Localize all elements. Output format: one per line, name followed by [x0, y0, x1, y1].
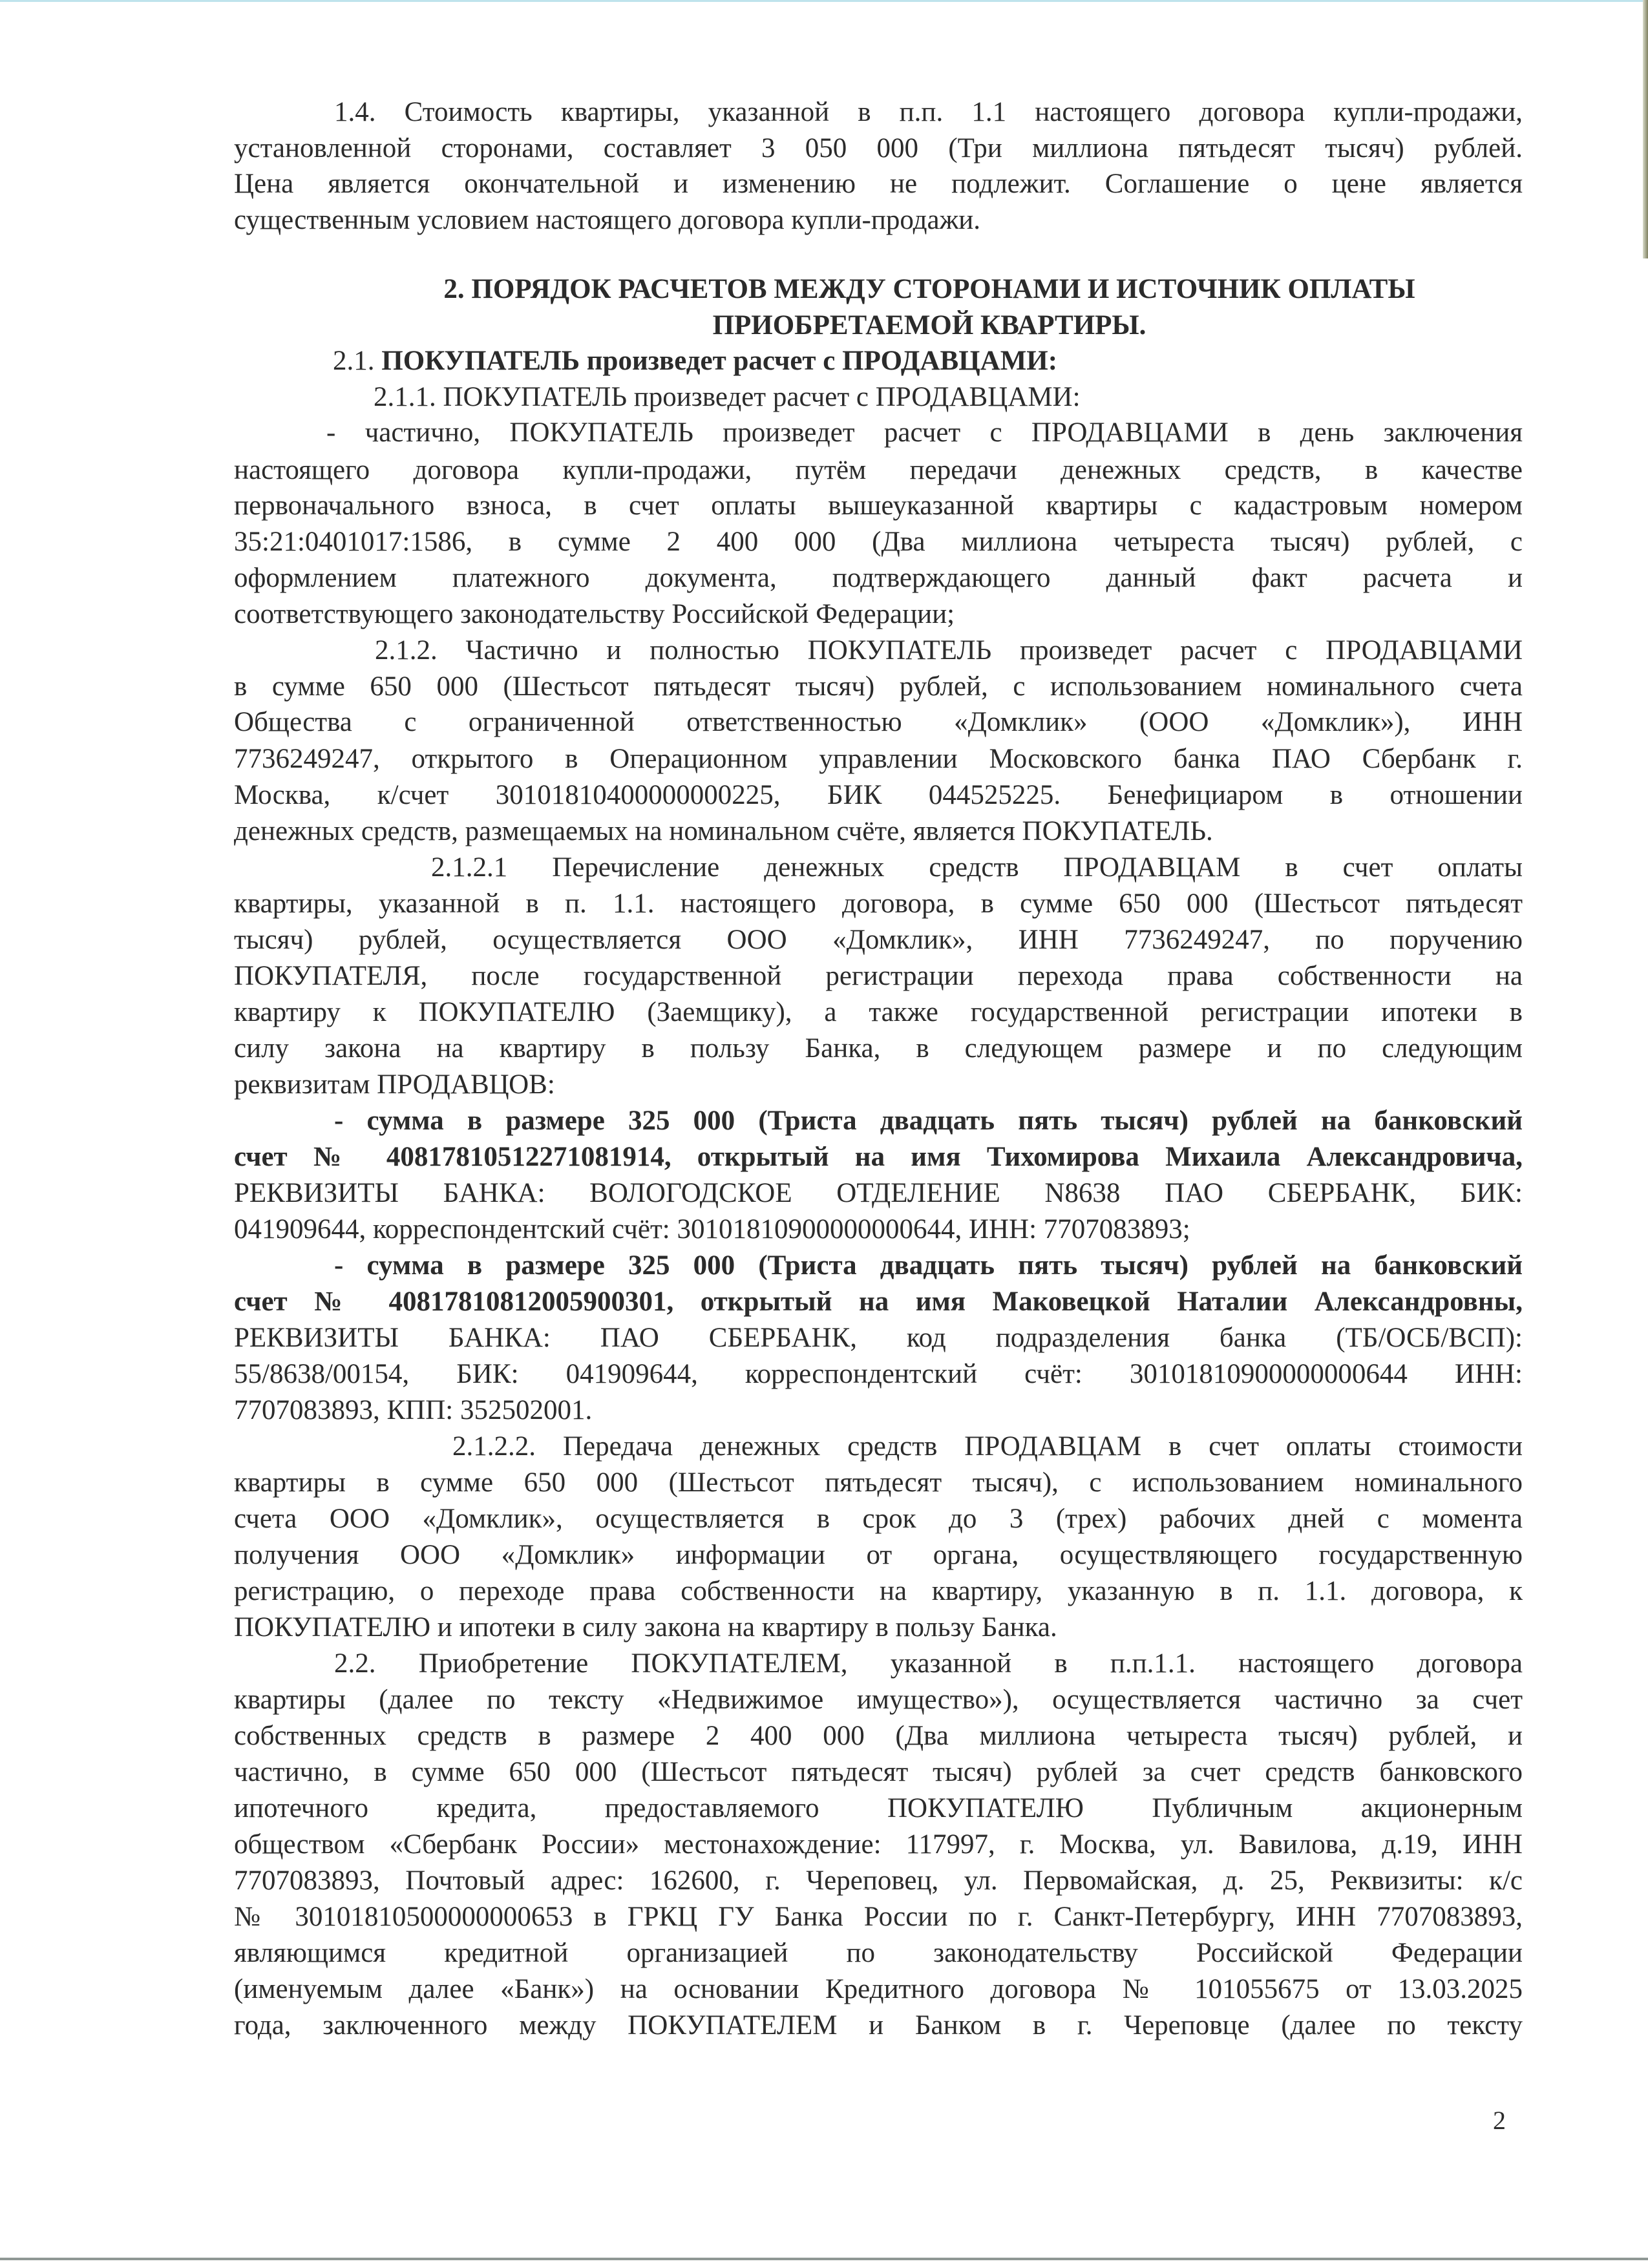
text-line: квартиры (далее по тексту «Недвижимое имущество»), осуществляется частично за счет: [234, 1685, 1523, 1715]
text-line: РЕКВИЗИТЫ БАНКА: ПАО СБЕРБАНК, код подразделения банка (ТБ/ОСБ/ВСП):: [234, 1323, 1523, 1353]
text-line: 2.1.2.1 Перечисление денежных средств ПРОДАВЦАМ в счет оплаты: [431, 852, 1523, 883]
clause-title: ПОКУПАТЕЛЬ произведет расчет с ПРОДАВЦАМИ:: [381, 346, 1058, 376]
text-line: ПОКУПАТЕЛЯ, после государственной регистрации перехода права собственности на: [234, 961, 1523, 991]
text-line: (именуемым далее «Банк») на основании Кредитного договора № 101055675 от 13.03.2025: [234, 1974, 1523, 2004]
clause-2-1: [333, 344, 1523, 378]
text-line: счета ООО «Домклик», осуществляется в срок до 3 (трех) рабочих дней с момента: [234, 1504, 1523, 1534]
text-line: 7707083893, Почтовый адрес: 162600, г. Череповец, ул. Первомайская, д. 25, Реквизиты: к/с: [234, 1865, 1523, 1896]
text-line: в сумме 650 000 (Шестьсот пятьдесят тысяч) рублей, с использованием номинального счета: [234, 671, 1523, 702]
text-line: РЕКВИЗИТЫ БАНКА: ВОЛОГОДСКОЕ ОТДЕЛЕНИЕ N8638 ПАО СБЕРБАНК, БИК:: [234, 1178, 1523, 1208]
text-line: регистрацию, о переходе права собственности на квартиру, указанную в п. 1.1. договора, к: [234, 1576, 1523, 1606]
text-line: 2.1.1. ПОКУПАТЕЛЬ произведет расчет с ПРОДАВЦАМИ:: [374, 382, 1081, 412]
text-line: установленной сторонами, составляет 3 050 000 (Три миллиона пятьдесят тысяч) рублей.: [234, 133, 1523, 163]
text-line: № 30101810500000000653 в ГРКЦ ГУ Банка России по г. Санкт-Петербургу, ИНН 7707083893,: [234, 1902, 1523, 1932]
text-line: настоящего договора купли-продажи, путём передачи денежных средств, в качестве: [234, 455, 1523, 485]
text-line: частично, в сумме 650 000 (Шестьсот пятьдесят тысяч) рублей за счет средств банковского: [234, 1757, 1523, 1787]
heading-line: ПРИОБРЕТАЕМОЙ КВАРТИРЫ.: [712, 310, 1146, 341]
text-line: собственных средств в размере 2 400 000 (Два миллиона четыреста тысяч) рублей, и: [234, 1721, 1523, 1751]
page-number: 2: [1493, 2106, 1506, 2135]
text-line: квартиры, указанной в п. 1.1. настоящего договора, в сумме 650 000 (Шестьсот пятьдесят: [234, 888, 1523, 919]
text-line: 1.4. Стоимость квартиры, указанной в п.п. 1.1 настоящего договора купли-продажи,: [334, 97, 1523, 127]
text-line: силу закона на квартиру в пользу Банка, в следующем размере и по следующим: [234, 1033, 1523, 1064]
text-line: 2.2. Приобретение ПОКУПАТЕЛЕМ, указанной в п.п.1.1. настоящего договора: [334, 1648, 1523, 1679]
text-line: обществом «Сбербанк России» местонахождение: 117997, г. Москва, ул. Вавилова, д.19, ИНН: [234, 1829, 1523, 1860]
text-line: Москва, к/счет 30101810400000000225, БИК 044525225. Бенефициаром в отношении: [234, 780, 1523, 810]
text-line-bold: - сумма в размере 325 000 (Триста двадцать пять тысяч) рублей на банковский: [334, 1106, 1523, 1136]
text-line: квартиру к ПОКУПАТЕЛЮ (Заемщику), а также государственной регистрации ипотеки в: [234, 997, 1523, 1027]
heading-line: 2. ПОРЯДОК РАСЧЕТОВ МЕЖДУ СТОРОНАМИ И ИСТОЧНИК ОПЛАТЫ: [443, 274, 1415, 304]
text-line: 2.1.2.2. Передача денежных средств ПРОДАВЦАМ в счет оплаты стоимости: [452, 1431, 1523, 1462]
clause-number: 2.1.: [333, 346, 375, 376]
text-line: ипотечного кредита, предоставляемого ПОКУПАТЕЛЮ Публичным акционерным: [234, 1793, 1523, 1823]
text-line: 041909644, корреспондентский счёт: 30101810900000000644, ИНН: 7707083893;: [234, 1214, 1190, 1244]
text-line: 35:21:0401017:1586, в сумме 2 400 000 (Два миллиона четыреста тысяч) рублей, с: [234, 527, 1523, 557]
text-line: 7736249247, открытого в Операционном управлении Московского банка ПАО Сбербанк г.: [234, 744, 1523, 774]
text-line: Общества с ограниченной ответственностью «Домклик» (ООО «Домклик»), ИНН: [234, 707, 1523, 737]
text-line-bold: счет № 40817810512271081914, открытый на имя Тихомирова Михаила Александровича,: [234, 1142, 1523, 1172]
text-line: 2.1.2. Частично и полностью ПОКУПАТЕЛЬ произведет расчет с ПРОДАВЦАМИ: [375, 635, 1523, 666]
text-line-bold: - сумма в размере 325 000 (Триста двадцать пять тысяч) рублей на банковский: [334, 1250, 1523, 1281]
text-line: - частично, ПОКУПАТЕЛЬ произведет расчет с ПРОДАВЦАМИ в день заключения: [326, 417, 1523, 448]
text-line: соответствующего законодательству Российской Федерации;: [234, 599, 955, 629]
text-line: денежных средств, размещаемых на номинальном счёте, является ПОКУПАТЕЛЬ.: [234, 816, 1213, 846]
text-line: года, заключенного между ПОКУПАТЕЛЕМ и Банком в г. Череповце (далее по тексту: [234, 2010, 1523, 2041]
text-line: 7707083893, КПП: 352502001.: [234, 1395, 593, 1425]
text-line-bold: счет № 40817810812005900301, открытый на имя Маковецкой Наталии Александровны,: [234, 1286, 1523, 1317]
text-line: ПОКУПАТЕЛЮ и ипотеки в силу закона на квартиру в пользу Банка.: [234, 1612, 1057, 1643]
text-line: 55/8638/00154, БИК: 041909644, корреспондентский счёт: 30101810900000000644 ИНН:: [234, 1359, 1523, 1389]
text-line: Цена является окончательной и изменению не подлежит. Соглашение о цене является: [234, 169, 1523, 199]
text-line: реквизитам ПРОДАВЦОВ:: [234, 1069, 555, 1100]
text-line: существенным условием настоящего договора купли-продажи.: [234, 205, 981, 235]
text-line: первоначального взноса, в счет оплаты вышеуказанной квартиры с кадастровым номером: [234, 490, 1523, 521]
text-line: квартиры в сумме 650 000 (Шестьсот пятьдесят тысяч), с использованием номинального: [234, 1467, 1523, 1498]
text-line: являющимся кредитной организацией по законодательству Российской Федерации: [234, 1938, 1523, 1968]
text-line: оформлением платежного документа, подтверждающего данный факт расчета и: [234, 563, 1523, 593]
text-line: получения ООО «Домклик» информации от органа, осуществляющего государственную: [234, 1540, 1523, 1570]
text-line: тысяч) рублей, осуществляется ООО «Домклик», ИНН 7736249247, по поручению: [234, 925, 1523, 955]
